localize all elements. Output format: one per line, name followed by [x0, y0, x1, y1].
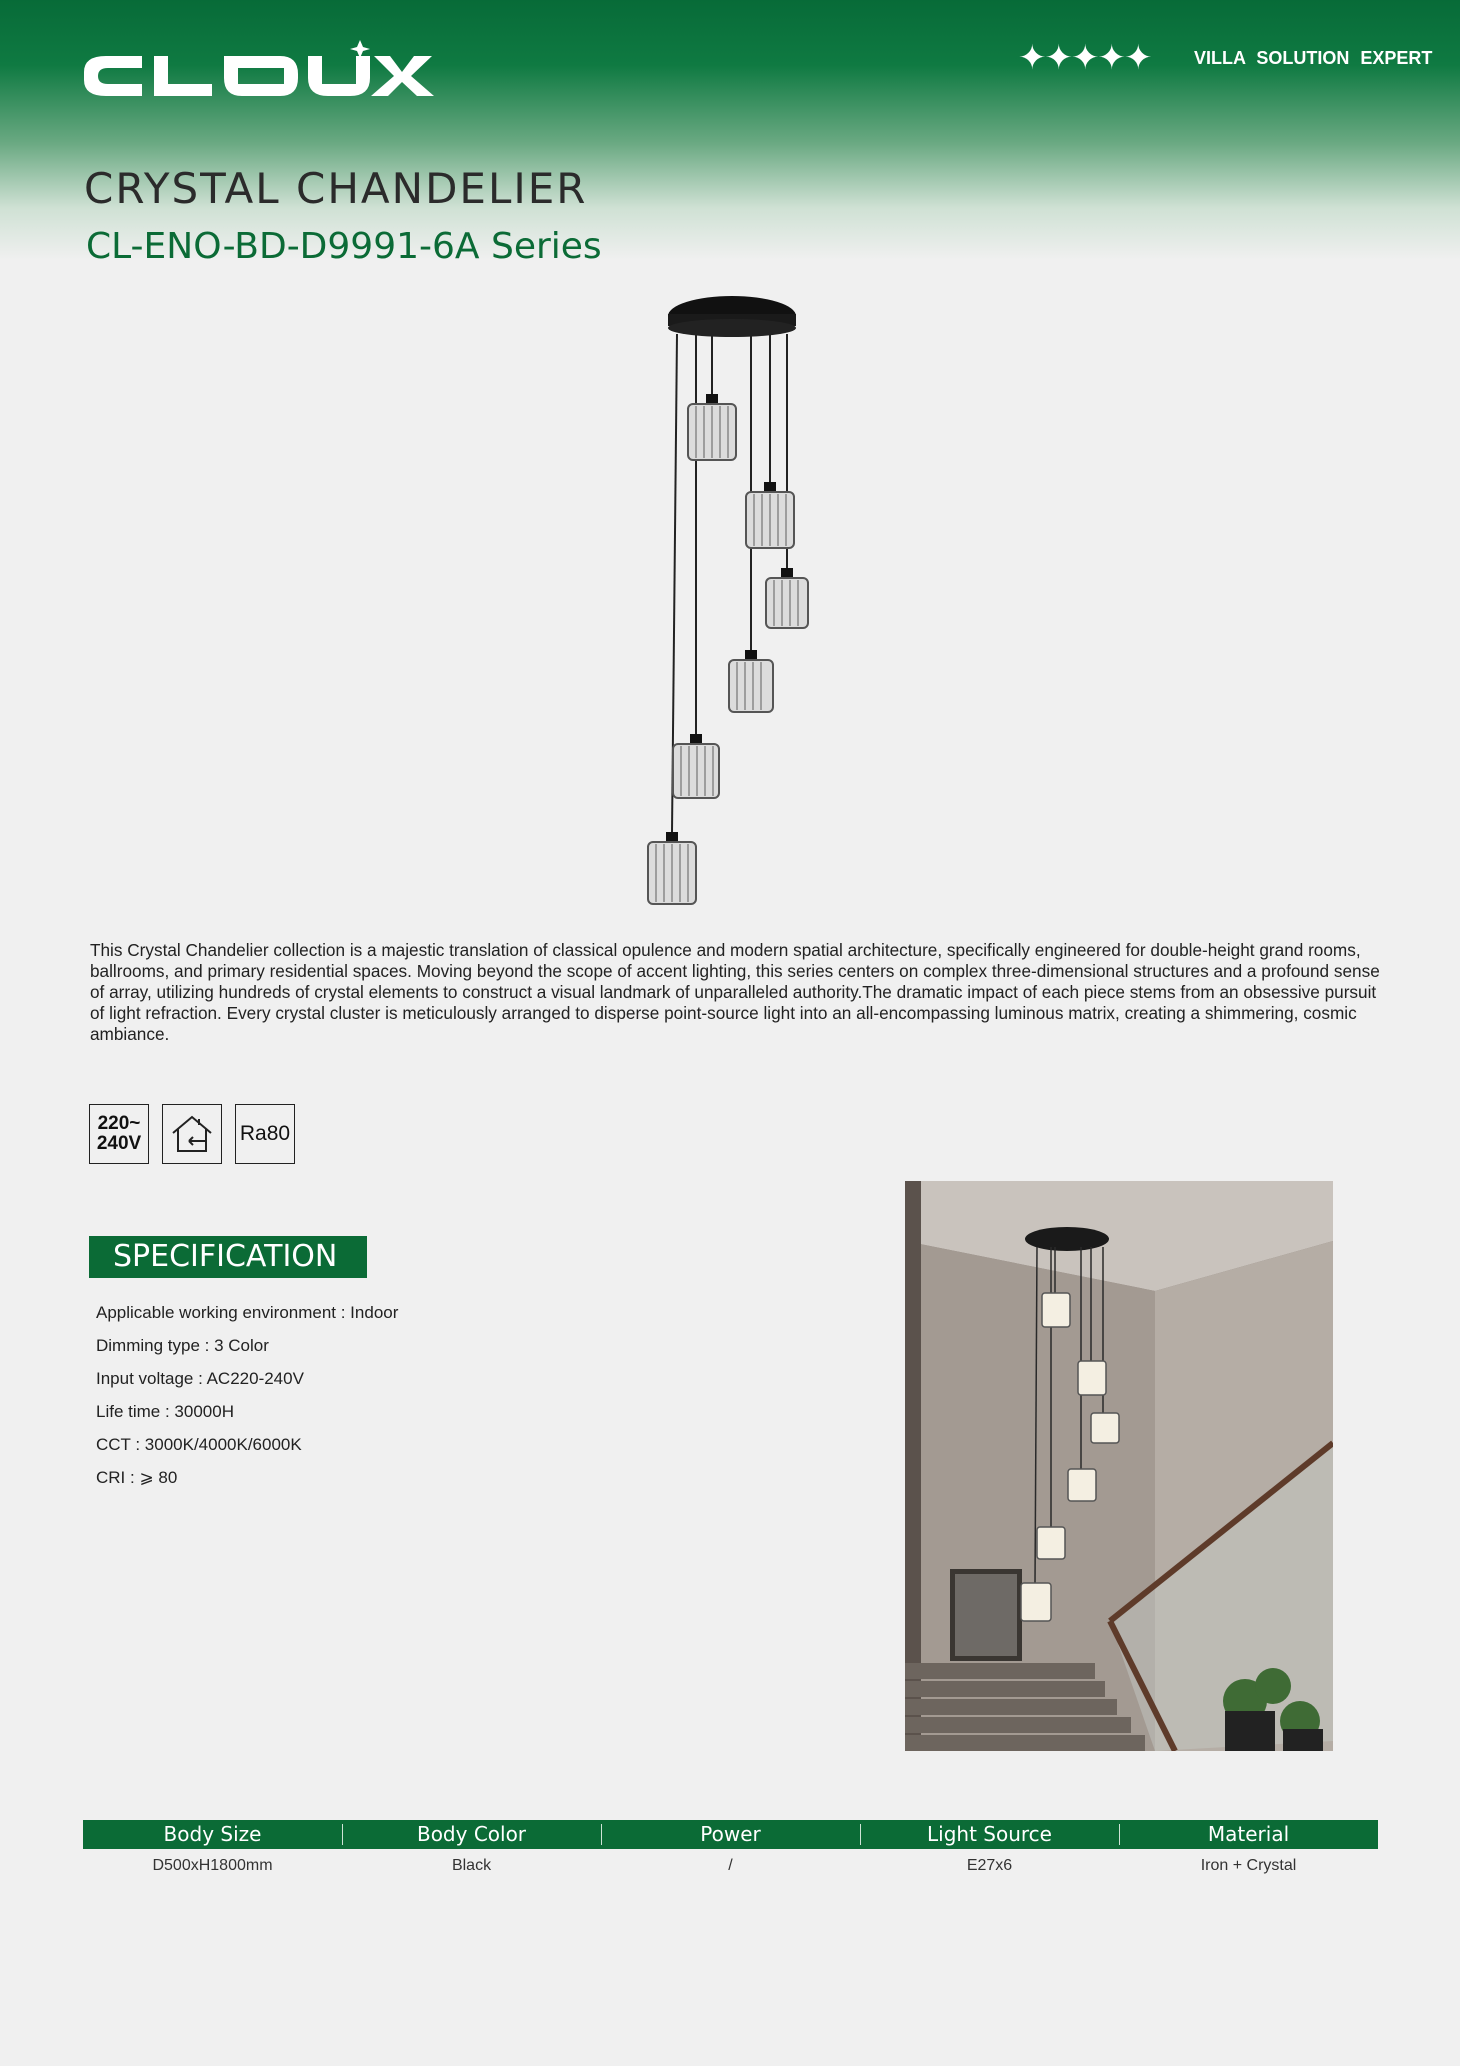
spec-table-header [83, 1820, 1378, 1849]
brand-logo [84, 40, 436, 108]
spec-item: Life time : 30000H [96, 1402, 234, 1421]
house-indoor-icon [162, 1104, 222, 1164]
header-light-source: Light Source [860, 1820, 1119, 1849]
specification-heading: SPECIFICATION [89, 1236, 367, 1278]
voltage-icon [89, 1104, 149, 1164]
header-body-size: Body Size [163, 1822, 262, 1846]
header-material: Material [1119, 1820, 1378, 1849]
voltage-line-2: 240V [96, 1133, 142, 1154]
chandelier-product-image [630, 286, 830, 916]
product-description: This Crystal Chandelier collection is a majestic translation of classical opulence and modern spatial architecture, specifically engineered for double-height grand rooms, ballrooms, and primary residential spaces. Moving beyond the scope of accent lighting, this series centers on complex three-dimensional structures and a profound sense of array, utilizing hundreds of crystal elements to construct a visual landmark of unparalleled authority.The dramatic impact of each piece stems from an obsessive pursuit of light refraction. Every crystal cluster is meticulously arranged to disperse point-source light into an all-encompassing luminous matrix, creating a shimmering, cosmic ambiance. [90, 940, 1380, 1044]
rating-stars: ✦✦✦✦✦ [1018, 38, 1151, 78]
header-banner [0, 0, 1460, 260]
product-series: CL-ENO-BD-D9991-6A Series [86, 226, 602, 267]
header-body-color: Body Color [342, 1820, 601, 1849]
brand-tagline: VILLA SOLUTION EXPERT [1194, 48, 1433, 68]
cri-icon: Ra80 [235, 1104, 295, 1164]
header-power: Power [601, 1820, 860, 1849]
installation-scene-image [905, 1181, 1333, 1751]
spec-item: CRI : ⩾ 80 [96, 1468, 178, 1487]
spec-item: CCT : 3000K/4000K/6000K [96, 1435, 302, 1454]
spec-item: Applicable working environment : Indoor [96, 1303, 399, 1322]
spec-item: Input voltage : AC220-240V [96, 1369, 304, 1388]
specification-list [96, 1302, 398, 1500]
spec-table [83, 1820, 1378, 1883]
feature-icons [89, 1104, 295, 1164]
cell-body-color: Black [451, 1857, 492, 1874]
voltage-line-1: 220~ [97, 1113, 141, 1134]
table-row [83, 1849, 1378, 1883]
cell-light-source: E27x6 [966, 1857, 1013, 1874]
cell-material: Iron + Crystal [1200, 1857, 1297, 1874]
spec-item: Dimming type : 3 Color [96, 1336, 269, 1355]
cell-power: / [728, 1857, 733, 1874]
cell-body-size: D500xH1800mm [152, 1857, 273, 1874]
product-title: CRYSTAL CHANDELIER [84, 164, 588, 213]
